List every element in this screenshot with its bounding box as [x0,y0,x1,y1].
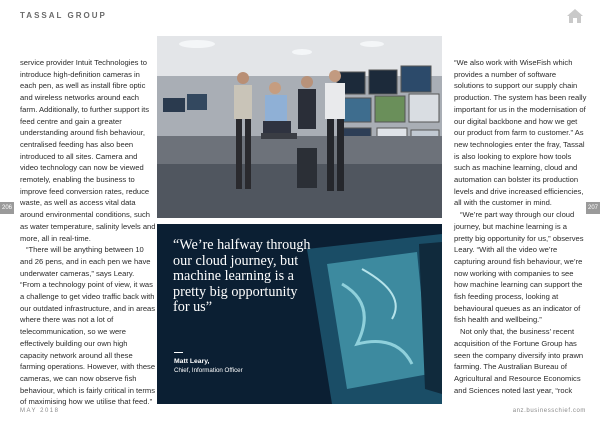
article-column-left [20,57,156,408]
paragraph: “We’re part way through our cloud journey, but machine learning is a pretty big opportunity for us,” observes Leary. “With all the video we’re capturing around fish behaviour, we’re now working with companies to see how machine learning can support the fish feeding process, looking at behavioural queues as an indicator of fish health and wellbeing.” [454,210,584,325]
pull-quote: “We’re halfway through our cloud journey, but machine learning is a pretty big opportunity for us” [173,237,311,316]
footer-date: MAY 2018 [20,408,60,414]
pull-quote-panel [157,224,442,404]
quote-attribution-title: Chief, Information Officer [174,367,243,374]
page-number-left: 206 [0,202,14,214]
article-column-right [454,57,588,396]
quote-attribution-name: Matt Leary, [174,358,210,365]
page-number-right: 207 [586,202,600,214]
home-icon[interactable] [566,8,584,24]
paragraph: “There will be anything between 10 and 26 pens, and in each pen we have underwater cameras,” says Leary. “From a technology point of view, it was a challenge to get video traffic back with our outdated infrastructure, and in areas where there was not a lot of telecommunication, so we were effectively building our own high capacity network around all these farming operations. However, with these cameras, we can now observe fish behaviour, which is fairly critical in terms of maximising how we utilise that feed.” [20,245,156,407]
paragraph: service provider Intuit Technologies to introduce high-definition cameras in each pen, as well as install fibre optic and wireless networks around each farm. Additionally, to further support its feed centre and gain a greater understanding around fish behaviour, centralised feeding has also been introduced to all sites. Camera and video technology can now be viewed remotely, enabling the business to improve feed conversion rates, reduce waste, as well as access vital data around environmental conditions, such as water temperature, salinity levels and more, all in real-time. [20,58,156,243]
footer-website[interactable]: anz.businesschief.com [512,408,586,414]
paragraph: Not only that, the business’ recent acquisition of the Fortune Group has seen the company diversify into prawn farming. The Australian Bureau of Agricultural and Resource Economics and Sciences noted last year, “rock [454,327,584,395]
paragraph: “We also work with WiseFish which provides a number of software solutions to support our supply chain production. The system has been really important for us in the modernisation of our digital backbone and how we get our product from farm to customer.” As new technologies enter the fray, Tassal is also looking to explore how tools such as machine learning, cloud and automation can bolster its production levels and drive increased efficiencies, all with the customer in mind. [454,58,587,208]
brand-header: TASSAL GROUP [20,11,107,20]
quote-divider [174,352,183,353]
team-photo [157,36,442,218]
control-room-illustration [157,36,442,218]
